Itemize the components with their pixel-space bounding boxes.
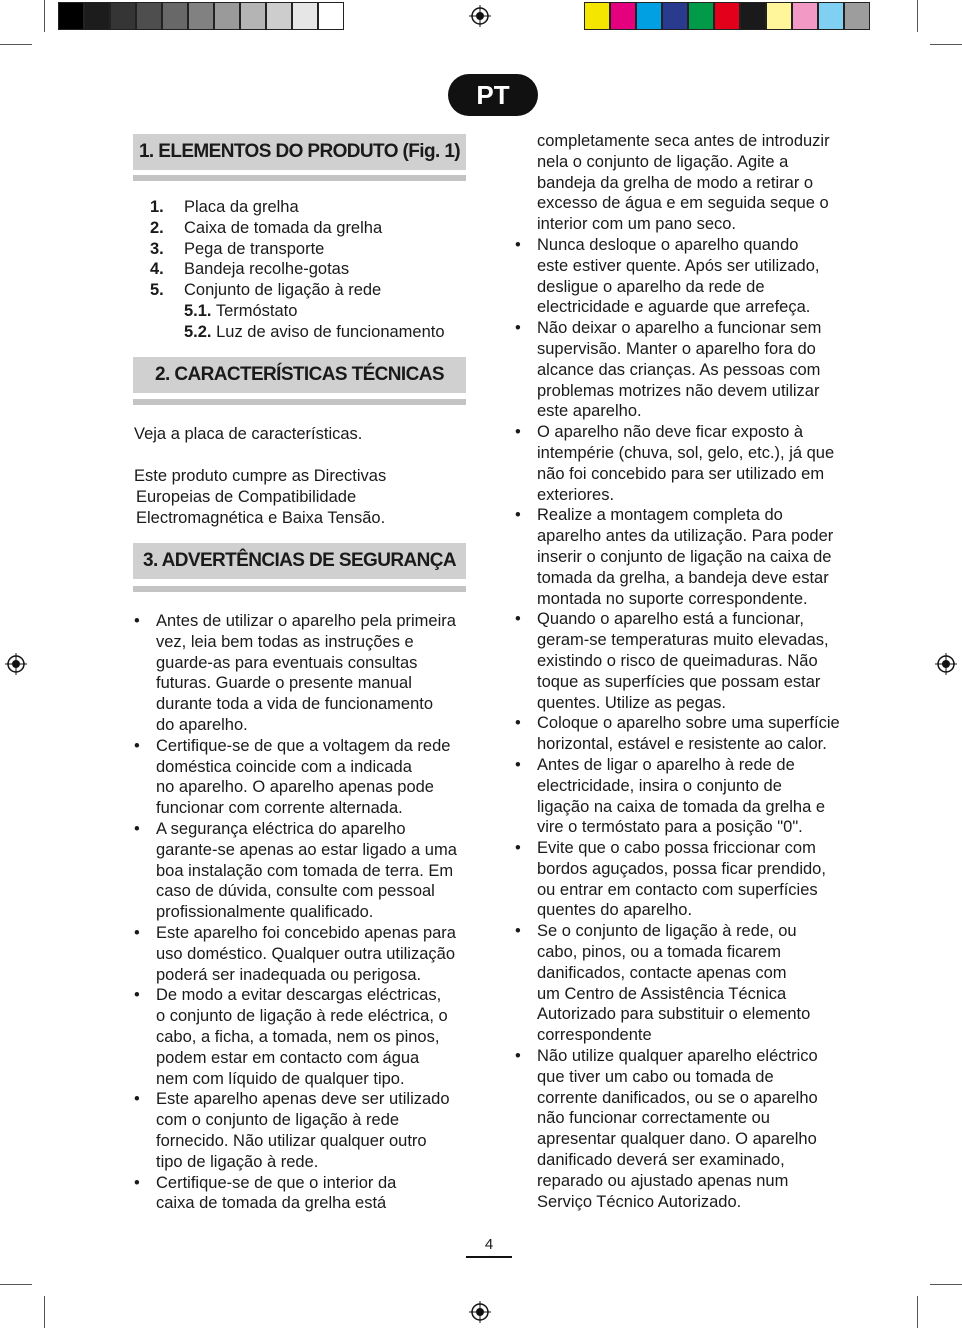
safety-warnings-left xyxy=(134,611,474,1214)
color-swatch xyxy=(292,2,318,30)
list-item: • Evite que o cabo possa friccionar com bordos aguçados, possa ficar prendido, ou entrar em contacto com superfícies quentes do aparelho. xyxy=(515,839,826,920)
bullet: • xyxy=(134,819,140,838)
list-item: • De modo a evitar descargas eléctricas, o conjunto de ligação à rede eléctrica, o cabo, a ficha, a tomada, nem os pinos, podem estar em contacto com água nem com líquido de qualquer tipo. xyxy=(134,986,448,1088)
color-swatch xyxy=(636,2,662,30)
crop-mark xyxy=(917,1296,918,1328)
color-swatch xyxy=(58,2,84,30)
bullet: • xyxy=(515,319,521,338)
paragraph: Veja a placa de características. xyxy=(134,425,363,443)
bullet: • xyxy=(134,986,140,1005)
list-item: • Certifique-se de que o interior da caixa de tomada da grelha está xyxy=(134,1173,397,1213)
color-swatch xyxy=(740,2,766,30)
paragraph: Este produto cumpre as Directivas Europeias de Compatibilidade Electromagnética e Baixa Tensão. xyxy=(134,467,387,527)
color-swatch xyxy=(84,2,110,30)
color-swatch xyxy=(766,2,792,30)
color-swatch xyxy=(266,2,292,30)
page-number-underline xyxy=(466,1256,512,1258)
crop-mark xyxy=(44,0,45,32)
registration-mark-icon xyxy=(469,5,491,27)
color-swatch xyxy=(188,2,214,30)
bullet: • xyxy=(515,610,521,629)
list-item: • Coloque o aparelho sobre uma superfície horizontal, estável e resistente ao calor. xyxy=(515,714,840,754)
bullet: • xyxy=(134,612,140,630)
color-swatch xyxy=(318,2,344,30)
color-swatch xyxy=(110,2,136,30)
list-subitem: 5.1. Termóstato xyxy=(184,301,298,320)
section-heading: 3. ADVERTÊNCIAS DE SEGURANÇA xyxy=(133,543,466,579)
product-elements-list xyxy=(150,197,470,343)
bullet: • xyxy=(515,839,521,858)
color-swatch xyxy=(688,2,714,30)
list-item: • Quando o aparelho está a funcionar, geram-se temperaturas muito elevadas, existindo o risco de queimaduras. Não toque as superfícies que possam estar quentes. Utilize as pegas. xyxy=(515,610,829,712)
list-item: • Não deixar o aparelho a funcionar sem supervisão. Manter o aparelho fora do alcance das crianças. As pessoas com problemas motrizes não devem utilizar este aparelho. xyxy=(515,319,822,421)
registration-mark-icon xyxy=(469,1301,491,1323)
bullet: • xyxy=(515,1047,521,1066)
list-item: 4. Bandeja recolhe-gotas xyxy=(150,260,350,279)
registration-mark-icon xyxy=(5,653,27,675)
color-swatch xyxy=(584,2,610,30)
list-item: 2. Caixa de tomada da grelha xyxy=(150,218,383,237)
divider xyxy=(133,586,466,592)
color-swatch xyxy=(662,2,688,30)
bullet: • xyxy=(515,423,521,442)
list-item: • A segurança eléctrica do aparelho garante-se apenas ao estar ligado a uma boa instalação com tomada de terra. Em caso de dúvida, consulte com pessoal profissionalmente qualificado. xyxy=(134,819,457,922)
section-heading: 1. ELEMENTOS DO PRODUTO (Fig. 1) xyxy=(133,134,466,170)
list-item: 3. Pega de transporte xyxy=(150,239,325,258)
color-swatch xyxy=(240,2,266,30)
crop-mark xyxy=(0,44,32,45)
color-swatch xyxy=(714,2,740,30)
divider xyxy=(133,399,466,405)
color-swatch xyxy=(610,2,636,30)
list-item: • Antes de ligar o aparelho à rede de electricidade, insira o conjunto de ligação na caixa de tomada da grelha e vire o termóstato para a posição "0". xyxy=(515,755,826,837)
safety-warnings-right xyxy=(515,131,855,1212)
bullet: • xyxy=(134,1090,140,1109)
crop-mark xyxy=(0,1284,32,1285)
list-subitem: 5.2. Luz de aviso de funcionamento xyxy=(184,322,445,341)
crop-mark xyxy=(930,44,962,45)
bullet: • xyxy=(515,755,521,774)
crop-mark xyxy=(44,1296,45,1328)
bullet: • xyxy=(134,736,140,755)
list-item: • Antes de utilizar o aparelho pela primeira vez, leia bem todas as instruções e guarde-as para eventuais consultas futuras. Guarde o presente manual durante toda a vida de funcionamento do aparelho. xyxy=(134,612,456,734)
color-swatch xyxy=(214,2,240,30)
registration-mark-icon xyxy=(935,653,957,675)
color-bar xyxy=(584,2,870,30)
list-item: 1. Placa da grelha xyxy=(150,198,299,216)
color-swatch xyxy=(136,2,162,30)
list-item: • O aparelho não deve ficar exposto à intempérie (chuva, sol, gelo, etc.), já que não foi concebido para ser utilizado em exteriores. xyxy=(515,423,835,504)
bullet: • xyxy=(515,922,521,941)
continued-item-text: completamente seca antes de introduzir nela o conjunto de ligação. Agite a bandeja da grelha de modo a retirar o excesso de água e em seguida seque o interior com um pano seco. xyxy=(537,132,830,234)
color-swatch xyxy=(792,2,818,30)
list-item: • Nunca desloque o aparelho quando este estiver quente. Após ser utilizado, desligue o aparelho da rede de electricidade e aguarde que arrefeça. xyxy=(515,235,820,317)
list-item: • Certifique-se de que a voltagem da rede doméstica coincide com a indicada no aparelho. O aparelho apenas pode funcionar com corrente alternada. xyxy=(134,736,451,818)
list-item: • Este aparelho apenas deve ser utilizado com o conjunto de ligação à rede fornecido. Não utilizar qualquer outro tipo de ligação à rede. xyxy=(134,1090,450,1171)
crop-mark xyxy=(930,1284,962,1285)
color-swatch xyxy=(162,2,188,30)
divider xyxy=(133,175,466,181)
gray-color-bar xyxy=(58,2,344,30)
list-item: 5. Conjunto de ligação à rede xyxy=(150,281,382,300)
color-swatch xyxy=(818,2,844,30)
list-item: • Realize a montagem completa do aparelho antes da utilização. Para poder inserir o conjunto de ligação na caixa de tomada da grelha, a bandeja deve estar montada no suporte correspondente. xyxy=(515,506,834,608)
language-badge: PT xyxy=(448,74,538,116)
bullet: • xyxy=(134,1173,140,1192)
color-swatch xyxy=(844,2,870,30)
list-item: • Este aparelho foi concebido apenas para uso doméstico. Qualquer outra utilização poderá ser inadequada ou perigosa. xyxy=(134,923,456,984)
bullet: • xyxy=(515,714,521,733)
bullet: • xyxy=(515,506,521,525)
crop-mark xyxy=(917,0,918,32)
section-heading: 2. CARACTERÍSTICAS TÉCNICAS xyxy=(133,357,466,393)
bullet: • xyxy=(134,923,140,942)
bullet: • xyxy=(515,235,521,254)
page-number: 4 xyxy=(484,1236,494,1253)
list-item: • Não utilize qualquer aparelho eléctrico que tiver um cabo ou tomada de corrente danificados, ou se o aparelho não funcionar correctamente ou apresentar qualquer dano. O aparelho danificado deverá ser examinado, reparado ou ajustado apenas num Serviço Técnico Autorizado. xyxy=(515,1047,818,1211)
list-item: • Se o conjunto de ligação à rede, ou cabo, pinos, ou a tomada ficarem danificados, contacte apenas com um Centro de Assistência Técnica Autorizado para substituir o elemento correspondente xyxy=(515,922,811,1045)
